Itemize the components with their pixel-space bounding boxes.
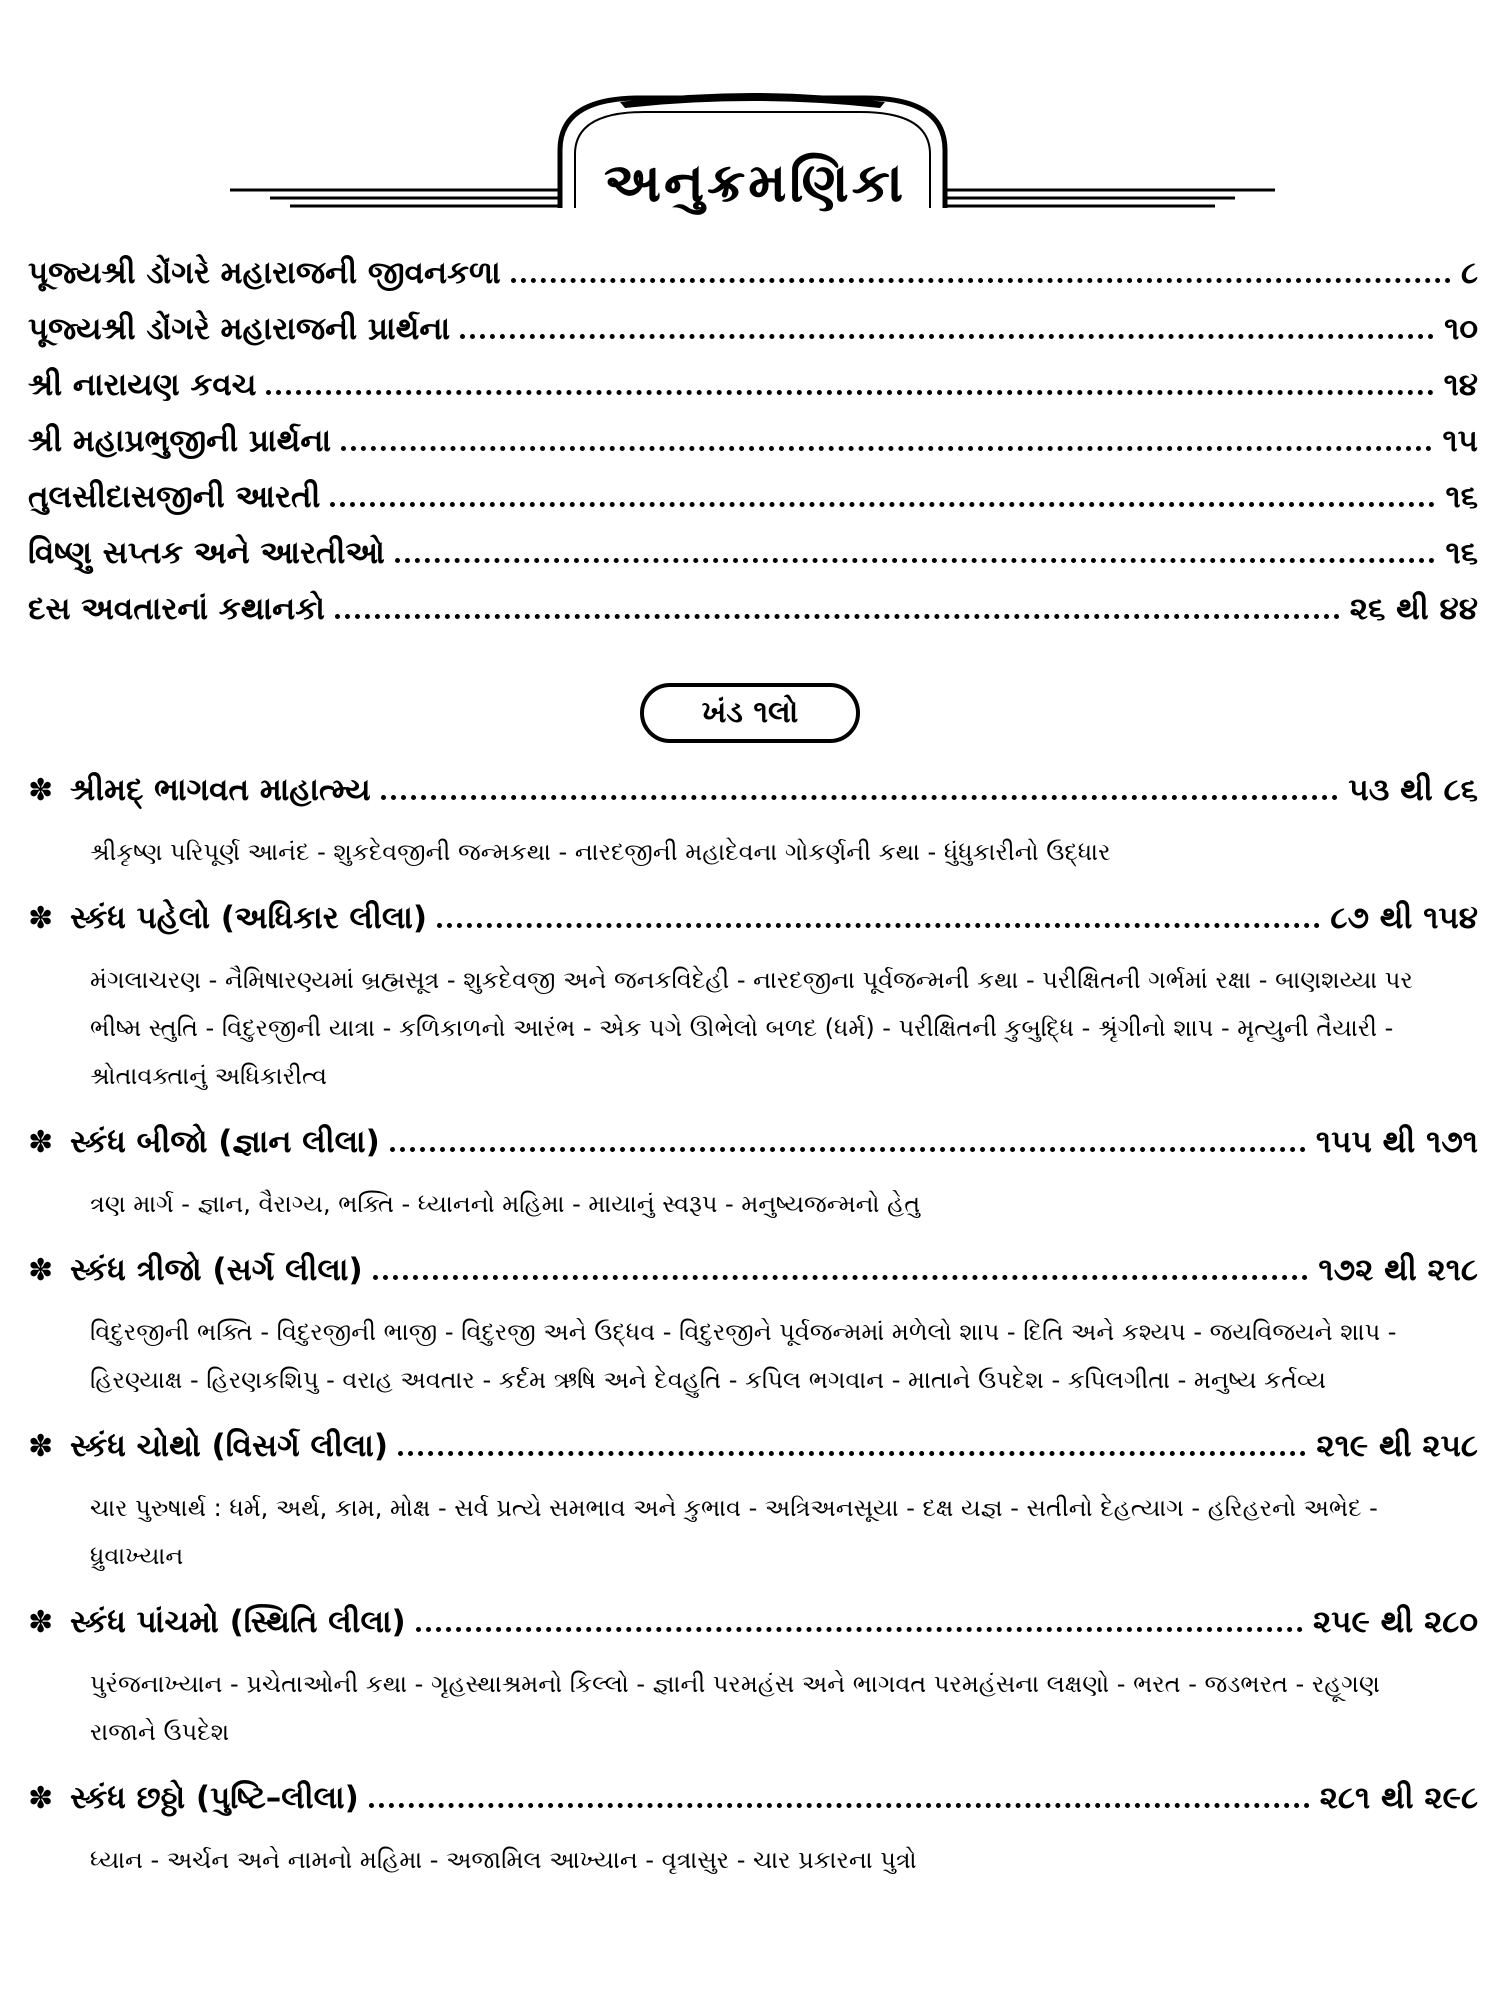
toc-entry[interactable] [28,255,1478,311]
chapter-pages: ૮૭ થી ૧૫૪ [1330,900,1478,936]
title-banner [0,90,1500,220]
toc-entry-page: ૧૦ [1444,311,1478,347]
toc-entry-label: શ્રી મહાપ્રભુજીની પ્રાર્થના [28,423,332,459]
flower-bullet-icon: ✽ [28,1253,54,1288]
dot-leader [335,614,1340,619]
chapter-topics: મંગલાચરણ - નૈમિષારણ્યમાં બ્રહ્મસૂત્ર - શુકદેવજી અને જનકવિદેહી - નારદજીના પૂર્વજન્મની કથા - પરીક્ષિતની ગર્ભમાં રક્ષા - બાણશય્યા પર ભીષ્મ સ્તુતિ - વિદુરજીની યાત્રા - કળિકાળનો આરંભ - એક પગે ઊભેલો બળદ (ધર્મ) - પરીક્ષિતની કુબુદ્ધિ - શ્રૃંગીનો શાપ - મૃત્યુની તૈયારી - શ્રોતાવક્તાનું અધિકારીત્વ [90,966,1413,1090]
toc-entry[interactable] [28,311,1478,367]
dot-leader [381,795,1339,800]
chapter-topics: વિદુરજીની ભક્તિ - વિદુરજીની ભાજી - વિદુરજી અને ઉદ્ધવ - વિદુરજીને પૂર્વજન્મમાં મળેલો શાપ - દિતિ અને કશ્યપ - જયવિજયને શાપ - હિરણ્યાક્ષ - હિરણકશિપુ - વરાહ અવતાર - કર્દમ ઋષિ અને દેવહુતિ - કપિલ ભગવાન - માતાને ઉપદેશ - કપિલગીતા - મનુષ્ય કર્તવ્ય [90,1318,1397,1394]
toc-entry[interactable] [28,591,1478,647]
dot-leader [330,502,1435,507]
dot-leader [390,1147,1306,1152]
toc-list [28,255,1478,647]
toc-entry-label: શ્રી નારાયણ કવચ [28,367,257,403]
page-title: અનુક્રમણિકા [603,151,907,214]
toc-entry-page: ૮ [1460,255,1478,291]
toc-entry-page: ૨૬ થી ૪૪ [1349,591,1478,627]
chapter-heading[interactable] [28,1124,1478,1180]
chapter-title: સ્કંધ છઠ્ઠો (પુષ્ટિ–લીલા) [70,1780,359,1816]
dot-leader [341,446,1432,451]
chapter-topics: ધ્યાન - અર્ચન અને નામનો મહિમા - અજામિલ આખ્યાન - વૃત્રાસુર - ચાર પ્રકારના પુત્રો [90,1846,917,1874]
chapter-pages: ૨૫૯ થી ૨૮૦ [1312,1604,1478,1640]
chapter-heading[interactable] [28,1428,1478,1484]
dot-leader [266,390,1433,395]
dot-leader [416,1627,1303,1632]
chapter-title: સ્કંધ પાંચમો (સ્થિતિ લીલા) [70,1604,406,1640]
toc-entry-label: પૂજ્યશ્રી ડોંગરે મહારાજની પ્રાર્થના [28,311,451,347]
dot-leader [373,1275,1309,1280]
chapter-pages: ૧૭૨ થી ૨૧૮ [1318,1252,1478,1288]
chapter-entry [28,1252,1478,1404]
flower-bullet-icon: ✽ [28,1125,54,1160]
toc-entry[interactable] [28,479,1478,535]
toc-entry[interactable] [28,535,1478,591]
toc-entry[interactable] [28,423,1478,479]
chapter-heading[interactable] [28,772,1478,828]
chapter-title: સ્કંધ બીજો (જ્ઞાન લીલા) [70,1124,380,1160]
flower-bullet-icon: ✽ [28,1781,54,1816]
chapter-entry [28,1124,1478,1228]
toc-entry-label: દસ અવતારનાં કથાનકો [28,591,325,627]
chapter-topics: ચાર પુરુષાર્થ : ધર્મ, અર્થ, કામ, મોક્ષ - સર્વ પ્રત્યે સમભાવ અને કુભાવ - અત્રિઅનસૂયા - દક્ષ યજ્ઞ - સતીનો દેહત્યાગ - હરિહરનો અભેદ - ધ્રુવાખ્યાન [90,1494,1378,1570]
toc-entry-page: ૧૬ [1445,535,1478,571]
chapter-topics: પુરંજનાખ્યાન - પ્રચેતાઓની કથા - ગૃહસ્થાશ્રમનો કિલ્લો - જ્ઞાની પરમહંસ અને ભાગવત પરમહંસના લક્ષણો - ભરત - જડભરત - રહૂગણ રાજાને ઉપદેશ [90,1670,1380,1746]
chapter-title: સ્કંધ ચોથો (વિસર્ગ લીલા) [70,1428,389,1464]
flower-bullet-icon: ✽ [28,901,54,936]
chapter-entry [28,900,1478,1100]
chapter-topics: શ્રીકૃષ્ણ પરિપૂર્ણ આનંદ - શુકદેવજીની જન્મકથા - નારદજીની મહાદેવના ગોકર્ણની કથા - ધુંધુકારીનો ઉદ્ધાર [90,838,1111,866]
chapter-heading[interactable] [28,1252,1478,1308]
chapter-pages: ૫૩ થી ૮૬ [1348,772,1478,808]
dot-leader [369,1803,1310,1808]
toc-entry-page: ૧૫ [1442,423,1478,459]
section-label: ખંડ ૧લો [640,683,860,743]
chapter-title: સ્કંધ પહેલો (અધિકાર લીલા) [70,900,428,936]
chapter-heading[interactable] [28,1780,1478,1836]
toc-entry[interactable] [28,367,1478,423]
toc-entry-label: પૂજ્યશ્રી ડોંગરે મહારાજની જીવનકળા [28,255,501,291]
flower-bullet-icon: ✽ [28,1605,54,1640]
chapter-pages: ૨૧૯ થી ૨૫૮ [1316,1428,1478,1464]
dot-leader [395,558,1436,563]
toc-entry-label: તુલસીદાસજીની આરતી [28,479,321,515]
chapter-heading[interactable] [28,900,1478,956]
toc-entry-label: વિષ્ણુ સપ્તક અને આરતીઓ [28,535,385,571]
flower-bullet-icon: ✽ [28,1429,54,1464]
chapter-entry [28,1780,1478,1884]
dot-leader [511,278,1451,283]
chapter-entry [28,1428,1478,1580]
toc-entry-page: ૧૬ [1445,479,1478,515]
chapter-heading[interactable] [28,1604,1478,1660]
chapter-topics: ત્રણ માર્ગ - જ્ઞાન, વૈરાગ્ય, ભક્તિ - ધ્યાનનો મહિમા - માયાનું સ્વરૂપ - મનુષ્યજન્મનો હેતુ [90,1190,921,1218]
chapter-title: સ્કંધ ત્રીજો (સર્ગ લીલા) [70,1252,363,1288]
flower-bullet-icon: ✽ [28,773,54,808]
chapter-pages: ૨૮૧ થી ૨૯૮ [1319,1780,1478,1816]
chapter-pages: ૧૫૫ થી ૧૭૧ [1315,1124,1478,1160]
chapter-title: શ્રીમદ્ ભાગવત માહાત્મ્ય [70,772,371,808]
chapter-list [28,772,1478,1908]
dot-leader [437,923,1320,928]
dot-leader [460,334,1434,339]
dot-leader [398,1451,1306,1456]
chapter-entry [28,1604,1478,1756]
toc-entry-page: ૧૪ [1443,367,1478,403]
chapter-entry [28,772,1478,876]
